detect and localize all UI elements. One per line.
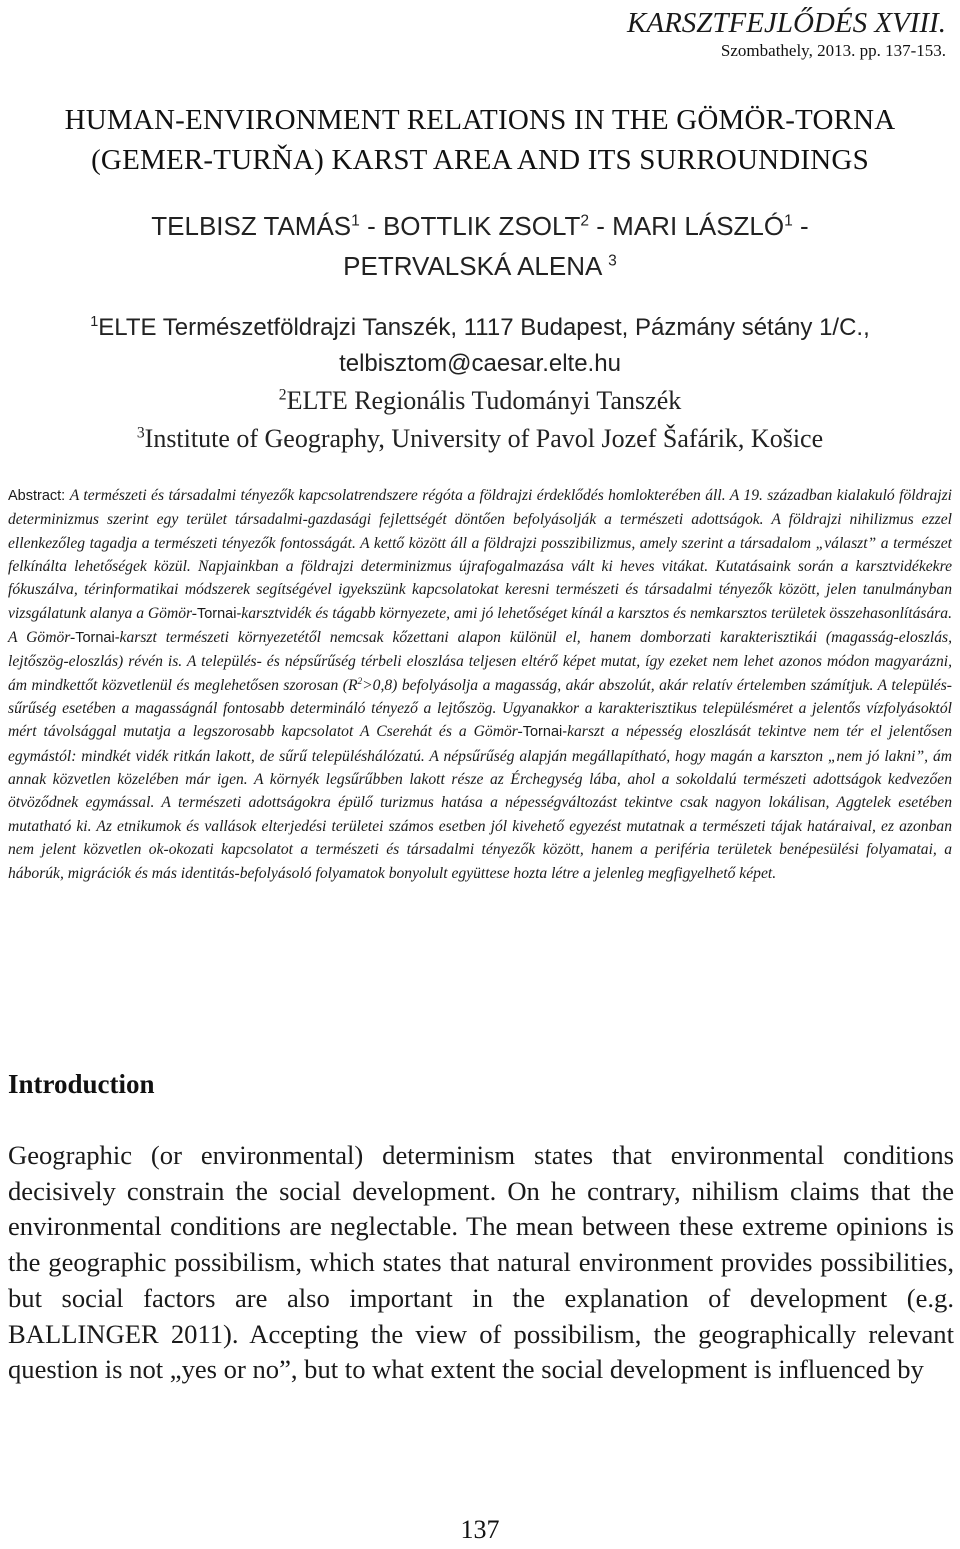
author-affil-mark: 1 bbox=[784, 212, 793, 230]
abstract-text: Tornai- bbox=[522, 724, 568, 741]
abstract-label: Abstract: bbox=[8, 488, 70, 504]
abstract bbox=[8, 484, 952, 885]
author-name: - MARI LÁSZLÓ bbox=[589, 211, 785, 241]
affiliation-1-email: telbisztom@caesar.elte.hu bbox=[339, 350, 621, 377]
abstract-text: karsztvidék és tágabb környezete, ami jó lehetőséget kínál a karsztos és nemkarsztos területek összehasonlítására. A Gömör- bbox=[8, 604, 953, 647]
author-name: TELBISZ TAMÁS bbox=[151, 211, 352, 241]
abstract-superscript: 2 bbox=[357, 676, 363, 687]
page-number: 137 bbox=[460, 1515, 500, 1544]
affiliation-3 bbox=[0, 420, 960, 458]
author-separator: - bbox=[792, 211, 809, 241]
abstract-text: A természeti és társadalmi tényezők kapcsolatrendszere régóta a földrajzi érdeklődés homlokterében áll. A 19. században kialakuló földrajzi determinizmus szerint egy terület társadalmi-gazdasági fejlettségét döntően befolyásolják a természeti adottságok. A földrajzi nihilizmus ezzel ellenkezőleg tagadja a természeti tényezők fontosságát. A kettő között áll a földrajzi posszibilizmus, amely szerint a társadalom „választ” a természet felkínálta lehetőségek közül. Napjainkban a földrajzi determinizmus újrafogalmazása vált ki heves vitákat. Kutatásaink során a karsztvidékekre fókuszálva, térinformatikai módszerek segítségével igyekszünk kapcsolatokat keresni természeti és társadalmi tényezők között, jelen tanulmányban vizsgálatunk alanya a Gömör- bbox=[8, 487, 952, 622]
author-list bbox=[0, 206, 960, 286]
section-heading-introduction: Introduction bbox=[8, 1069, 155, 1099]
affiliation-text: Institute of Geography, University of Pavol Jozef Šafárik, Košice bbox=[144, 424, 824, 453]
journal-citation: Szombathely, 2013. pp. 137-153. bbox=[720, 41, 946, 60]
author-line-2 bbox=[0, 246, 960, 286]
author-affil-mark: 1 bbox=[351, 212, 360, 230]
author-affil-mark: 2 bbox=[580, 212, 590, 230]
author-line-1 bbox=[0, 206, 960, 246]
affiliation-mark: 1 bbox=[90, 314, 99, 330]
introduction-paragraph: Geographic (or environmental) determinism states that environmental conditions decisively constrain the social development. On he contrary, nihilism claims that the environmental conditions are neglectable. The mean between these extreme opinions is the geographic possibilism, which states that natural environment provides possibilities, but social factors are also important in the explanation of development (e.g. BALLINGER 2011). Accepting the view of possibilism, the geographically relevant question is not „yes or no”, but to what extent the social development is influenced by bbox=[8, 1140, 954, 1385]
journal-header bbox=[627, 6, 946, 62]
affiliation-mark: 2 bbox=[278, 386, 287, 404]
abstract-text: karszt a népesség eloszlását tekintve nem tér el jelentősen egymástól: mindkét vidék ritkán lakott, de sűrű településhálózatú. A népsűrűség alapján megállapítható, hogy magán a karszton „nem jó lakni”, ám annak közvetlen közelében már igen. A környék legsűrűbben lakott része az Érchegység lába, ahol a sokoldalú természeti adottságok kedvezően ötvöződnek egymással. A természeti adottságokra épülő turizmus hatása a népességváltozást tekintve csak nagyon lokálisan, Aggtelek esetében mutatható ki. Az etnikumok és vallások elterjedési területei számos esetben jól kivehető egyezést mutatnak a természeti tájak határaival, ez azonban nem jelent közvetlen ok-okozati kapcsolatot a természeti és társadalmi tényezők között, hanem a periféria területek benépesülési folyamatai, a háborúk, migrációk és más identitás-befolyásoló folyamatok bonyolult együttese hozta létre a jelenleg megfigyelhető képet. bbox=[8, 723, 952, 882]
affiliation-2 bbox=[0, 382, 960, 420]
paper-title bbox=[0, 100, 960, 180]
affiliation-text: ELTE Természetföldrajzi Tanszék, 1117 Budapest, Pázmány sétány 1/C., bbox=[98, 314, 870, 341]
author-name: - BOTTLIK ZSOLT bbox=[359, 211, 581, 241]
abstract-text: karszt természeti környezetétől nemcsak kőzettani alapon különül el, hanem domborzati karakterisztikái (magasság-eloszlás, lejtőszög-eloszlás) révén is. A település- és népsűrűség térbeli eloszlása teljesen eltérő képet mutat, így ezeket nem lehet azonos módon magyarázni, ám mindkettőt közvetlenül és meglehetősen szorosan (R bbox=[8, 629, 952, 694]
journal-title: KARSZTFEJLŐDÉS XVIII. bbox=[627, 7, 946, 39]
author-name: PETRVALSKÁ ALENA bbox=[343, 251, 609, 281]
affiliations bbox=[0, 310, 960, 458]
abstract-text: >0,8) befolyásolja a magasság, akár abszolút, akár relatív értelemben számítjuk. A település-sűrűség esetében a magasságnál fontosabb determináló tényező a lejtőszög. Ugyanakkor a karakterisztikus településméret a jelentős vízfolyásoktól mért távolsággal mutatja a legszorosabb kapcsolatot A Cserehát és a Gömör- bbox=[8, 676, 952, 741]
affiliation-mark: 3 bbox=[136, 424, 145, 442]
affiliation-text: ELTE Regionális Tudományi Tanszék bbox=[286, 386, 682, 415]
abstract-text: Tornai- bbox=[196, 605, 242, 622]
abstract-text: Tornai- bbox=[75, 630, 120, 647]
affiliation-1-line-1 bbox=[0, 310, 960, 346]
paper-title-line-2: (GEMER-TURŇA) KARST AREA AND ITS SURROUNDINGS bbox=[91, 144, 869, 176]
paper-title-line-1: HUMAN-ENVIRONMENT RELATIONS IN THE GÖMÖR-TORNA bbox=[64, 104, 896, 136]
author-affil-mark: 3 bbox=[608, 252, 617, 270]
